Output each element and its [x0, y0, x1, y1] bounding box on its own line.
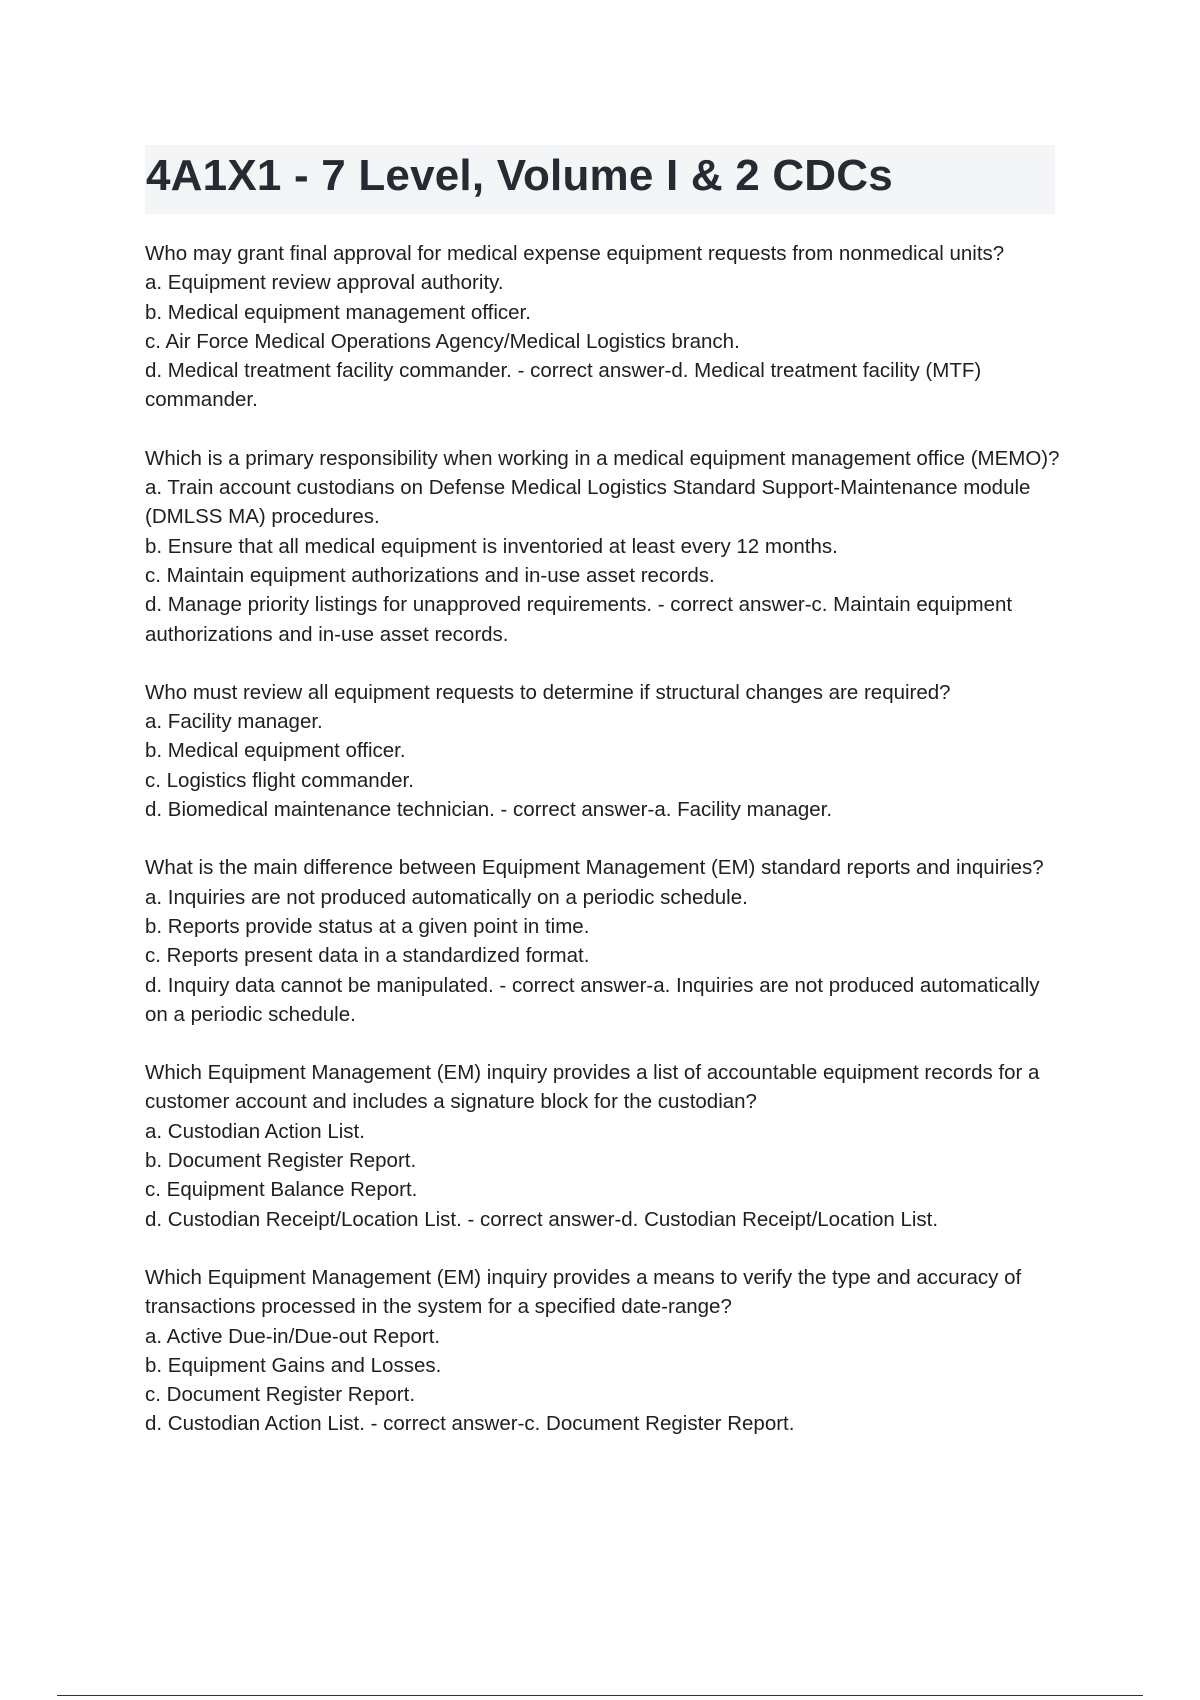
qa-item-6 [145, 1263, 1065, 1439]
option-d-with-answer: d. Inquiry data cannot be manipulated. - correct answer-a. Inquiries are not produced automatically on a periodic schedule. [145, 973, 1040, 1026]
title-banner [145, 145, 1055, 214]
option-b: b. Medical equipment officer. [145, 739, 406, 763]
question-text: Who must review all equipment requests to determine if structural changes are required? [145, 680, 951, 704]
option-a: a. Custodian Action List. [145, 1119, 365, 1143]
qa-item-5 [145, 1058, 1065, 1234]
option-b: b. Reports provide status at a given point in time. [145, 914, 590, 938]
option-c: c. Air Force Medical Operations Agency/Medical Logistics branch. [145, 329, 740, 353]
qa-item-4 [145, 853, 1065, 1029]
question-text: Which Equipment Management (EM) inquiry provides a means to verify the type and accuracy of transactions processed in the system for a specified date-range? [145, 1265, 1022, 1319]
option-a: a. Equipment review approval authority. [145, 271, 504, 295]
option-d-with-answer: d. Manage priority listings for unapproved requirements. - correct answer-c. Maintain equipment authorizations and in-use asset records. [145, 593, 1013, 646]
document-body [145, 239, 1065, 1468]
option-a: a. Train account custodians on Defense Medical Logistics Standard Support-Maintenance module (DMLSS MA) procedures. [145, 476, 1031, 529]
question-text: Who may grant final approval for medical expense equipment requests from nonmedical units? [145, 242, 1005, 265]
qa-item-1 [145, 239, 1065, 415]
option-a: a. Facility manager. [145, 710, 323, 734]
option-d-with-answer: d. Custodian Receipt/Location List. - correct answer-d. Custodian Receipt/Location List. [145, 1207, 939, 1231]
option-d-with-answer: d. Medical treatment facility commander. - correct answer-d. Medical treatment facility (MTF) commander. [145, 359, 982, 412]
option-b: b. Document Register Report. [145, 1149, 417, 1173]
question-text: Which is a primary responsibility when working in a medical equipment management office (MEMO)? [145, 446, 1060, 470]
qa-item-3 [145, 678, 1065, 824]
document-title: 4A1X1 - 7 Level, Volume I & 2 CDCs [146, 151, 893, 200]
question-text: Which Equipment Management (EM) inquiry provides a list of accountable equipment records for a customer account and includes a signature block for the custodian? [145, 1061, 1040, 1114]
option-c: c. Maintain equipment authorizations and in-use asset records. [145, 563, 715, 587]
option-b: b. Ensure that all medical equipment is inventoried at least every 12 months. [145, 534, 838, 558]
option-b: b. Equipment Gains and Losses. [145, 1353, 442, 1377]
option-c: c. Logistics flight commander. [145, 768, 414, 792]
option-b: b. Medical equipment management officer. [145, 300, 531, 324]
footer-divider [57, 1695, 1143, 1696]
option-a: a. Inquiries are not produced automatically on a periodic schedule. [145, 885, 748, 909]
option-d-with-answer: d. Custodian Action List. - correct answer-c. Document Register Report. [145, 1412, 795, 1436]
option-a: a. Active Due-in/Due-out Report. [145, 1324, 441, 1348]
option-d-with-answer: d. Biomedical maintenance technician. - correct answer-a. Facility manager. [145, 798, 833, 822]
option-c: c. Reports present data in a standardized format. [145, 944, 590, 968]
option-c: c. Equipment Balance Report. [145, 1178, 418, 1202]
option-c: c. Document Register Report. [145, 1383, 416, 1407]
qa-item-2 [145, 444, 1065, 649]
question-text: What is the main difference between Equipment Management (EM) standard reports and inquiries? [145, 856, 1044, 880]
